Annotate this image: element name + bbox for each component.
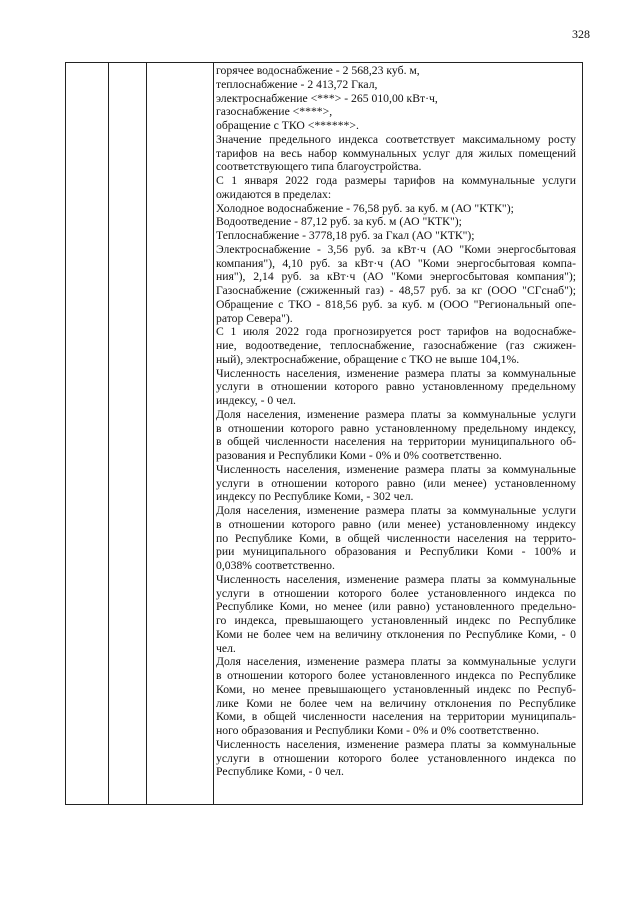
text-line: Холодное водоснабжение - 76,58 руб. за куб. м (АО "КТК"); bbox=[216, 201, 514, 215]
text-line: индексу, - 0 чел. bbox=[216, 394, 296, 407]
text-line: С 1 июля 2022 года прогнозируется рост тарифов на водоснабже- bbox=[216, 325, 576, 339]
text-line: Доля населения, изменение размера платы за коммунальные услуги bbox=[216, 504, 576, 517]
text-line: Республике Коми, но менее (или равно) установленного предельно- bbox=[216, 600, 576, 614]
text-line: Численность населения, изменение размера платы за коммунальные bbox=[216, 366, 576, 380]
text-line: чел. bbox=[216, 641, 236, 655]
text-line: в отношении которого равно (или менее) установленному индексу bbox=[216, 517, 576, 531]
text-line: ного образования и Республики Коми - 0% и 0% соответственно. bbox=[216, 724, 539, 737]
text-line: ный), электроснабжение, обращение с ТКО не выше 104,1%. bbox=[216, 352, 520, 366]
text-line: разования и Республики Коми - 0% и 0% соответственно. bbox=[216, 449, 502, 462]
text-line: Коми, в общей численности населения на территории муниципаль- bbox=[216, 710, 576, 724]
text-line: Теплоснабжение - 3778,18 руб. за Гкал (АО "КТК"); bbox=[216, 229, 475, 242]
text-line: Республике Коми, - 0 чел. bbox=[216, 765, 344, 779]
text-line: по Республике Коми, в общей численности населения на террито- bbox=[216, 531, 576, 545]
table-column-divider bbox=[213, 63, 214, 804]
text-line: С 1 января 2022 года размеры тарифов на коммунальные услуги bbox=[216, 174, 576, 187]
text-line: Доля населения, изменение размера платы за коммунальные услуги bbox=[216, 407, 576, 421]
text-line: газоснабжение <****>, bbox=[216, 105, 333, 119]
text-line: Коми не более чем на величину отклонения по Республике Коми, - 0 bbox=[216, 627, 576, 641]
text-line: компания"), 4,10 руб. за кВт·ч (АО "Коми энергосбытовая компа- bbox=[216, 256, 576, 270]
text-line: Численность населения, изменение размера платы за коммунальные bbox=[216, 462, 576, 476]
text-line: Газоснабжение (сжиженный газ) - 48,57 руб. за кг (ООО "СГснаб"); bbox=[216, 284, 576, 297]
text-line: Водоотведение - 87,12 руб. за куб. м (АО "КТК"); bbox=[216, 215, 462, 229]
text-line: услуги в отношении которого равно установленному предельному bbox=[216, 380, 576, 394]
text-line: ратор Севера"). bbox=[216, 311, 293, 325]
text-line: услуги в отношении которого более установленного индекса по bbox=[216, 751, 576, 765]
text-line: электроснабжение <***> - 265 010,00 кВт·ч, bbox=[216, 91, 438, 105]
text-line: Доля населения, изменение размера платы за коммунальные услуги bbox=[216, 655, 576, 669]
text-line: Обращение с ТКО - 818,56 руб. за куб. м (ООО "Региональный опе- bbox=[216, 297, 576, 311]
text-line: Коми, но менее превышающего установленный индекс по Респуб- bbox=[216, 682, 576, 696]
text-line: в общей численности населения на территории муниципального об- bbox=[216, 435, 576, 449]
text-line: ния"), 2,14 руб. за кВт·ч (АО "Коми энергосбытовая компания"); bbox=[216, 270, 576, 284]
text-line: лике Коми не более чем на величину отклонения по Республике bbox=[216, 696, 576, 710]
text-line: услуги в отношении которого равно (или менее) установленному bbox=[216, 476, 576, 490]
text-line: горячее водоснабжение - 2 568,23 куб. м, bbox=[216, 64, 420, 77]
text-line: Электроснабжение - 3,56 руб. за кВт·ч (АО "Коми энергосбытовая bbox=[216, 242, 576, 256]
table-column-divider bbox=[146, 63, 147, 804]
table-column-divider bbox=[108, 63, 109, 804]
text-line: в отношении которого равно установленному предельному индексу, bbox=[216, 421, 576, 435]
text-line: Численность населения, изменение размера платы за коммунальные bbox=[216, 737, 576, 751]
text-line: соответствующего типа благоустройства. bbox=[216, 160, 422, 174]
text-line: ожидаются в пределах: bbox=[216, 187, 332, 201]
table-cell-text bbox=[216, 64, 576, 779]
page-number: 328 bbox=[572, 27, 590, 41]
text-line: услуги в отношении которого более установленного индекса по bbox=[216, 586, 576, 600]
text-line: Значение предельного индекса соответствует максимальному росту bbox=[216, 132, 576, 146]
text-line: тарифов на весь набор коммунальных услуг для жилых помещений bbox=[216, 146, 576, 160]
text-line: го индекса, превышающего установленный индекс по Республике bbox=[216, 614, 576, 627]
text-line: ние, водоотведение, теплоснабжение, газоснабжение (газ сжижен- bbox=[216, 339, 576, 352]
text-line: индексу по Республике Коми, - 302 чел. bbox=[216, 490, 414, 504]
text-line: Численность населения, изменение размера платы за коммунальные bbox=[216, 572, 576, 586]
text-line: 0,038% соответственно. bbox=[216, 559, 335, 572]
text-line: теплоснабжение - 2 413,72 Гкал, bbox=[216, 77, 378, 91]
text-line: в отношении которого более установленного индекса по Республике bbox=[216, 669, 576, 682]
text-line: рии муниципального образования и Республики Коми - 100% и bbox=[216, 545, 576, 559]
text-line: обращение с ТКО <******>. bbox=[216, 119, 359, 132]
